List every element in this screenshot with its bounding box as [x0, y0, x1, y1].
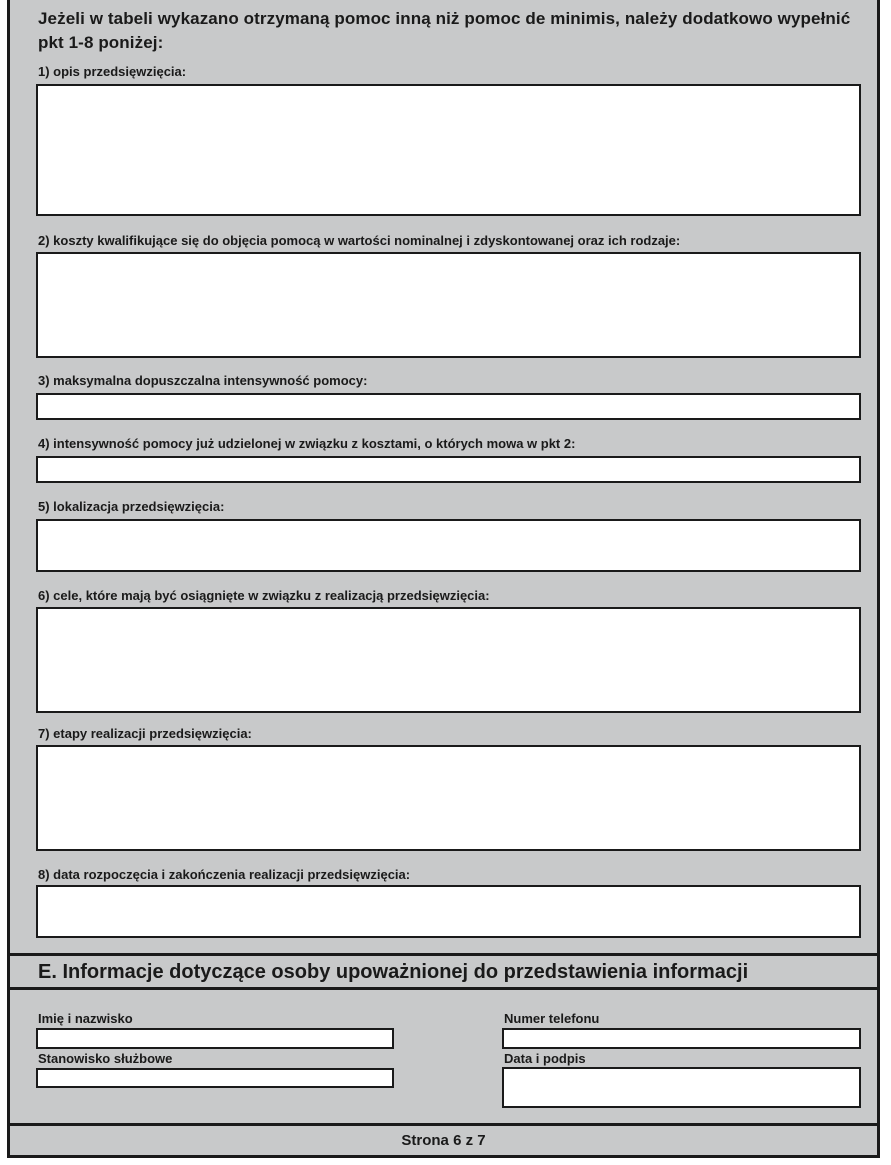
phone-field[interactable]	[502, 1028, 861, 1049]
granted-aid-intensity-field[interactable]	[36, 456, 861, 483]
phone-label: Numer telefonu	[504, 1011, 600, 1026]
field-label-5: 5) lokalizacja przedsięwzięcia:	[38, 499, 225, 514]
field-label-7: 7) etapy realizacji przedsięwzięcia:	[38, 726, 252, 741]
field-label-2: 2) koszty kwalifikujące się do objęcia pomocą w wartości nominalnej i zdyskontowanej oraz ich rodzaje:	[38, 233, 681, 248]
field-label-1: 1) opis przedsięwzięcia:	[38, 64, 187, 79]
name-field[interactable]	[36, 1028, 394, 1049]
field-label-3: 3) maksymalna dopuszczalna intensywność pomocy:	[38, 373, 368, 388]
date-signature-label: Data i podpis	[504, 1051, 586, 1066]
project-dates-field[interactable]	[36, 885, 861, 938]
position-label: Stanowisko służbowe	[38, 1051, 173, 1066]
max-aid-intensity-field[interactable]	[36, 393, 861, 420]
section-e-title: E. Informacje dotyczące osoby upoważnionej do przedstawienia informacji	[38, 961, 749, 983]
field-label-6: 6) cele, które mają być osiągnięte w związku z realizacją przedsięwzięcia:	[38, 588, 490, 603]
footer-bar	[10, 1123, 877, 1155]
form-page	[7, 0, 880, 1158]
section-e-header	[10, 953, 877, 990]
field-label-4: 4) intensywność pomocy już udzielonej w związku z kosztami, o których mowa w pkt 2:	[38, 436, 576, 451]
instructions-heading: Jeżeli w tabeli wykazano otrzymaną pomoc inną niż pomoc de minimis, należy dodatkowo wypełnić pkt 1-8 poniżej:	[38, 9, 851, 52]
position-field[interactable]	[36, 1068, 394, 1088]
project-description-field[interactable]	[36, 84, 861, 216]
project-stages-field[interactable]	[36, 745, 861, 851]
field-label-8: 8) data rozpoczęcia i zakończenia realizacji przedsięwzięcia:	[38, 867, 411, 882]
project-location-field[interactable]	[36, 519, 861, 572]
page-number: Strona 6 z 7	[401, 1132, 486, 1149]
name-label: Imię i nazwisko	[38, 1011, 133, 1026]
eligible-costs-field[interactable]	[36, 252, 861, 358]
project-goals-field[interactable]	[36, 607, 861, 713]
date-signature-field[interactable]	[502, 1067, 861, 1108]
